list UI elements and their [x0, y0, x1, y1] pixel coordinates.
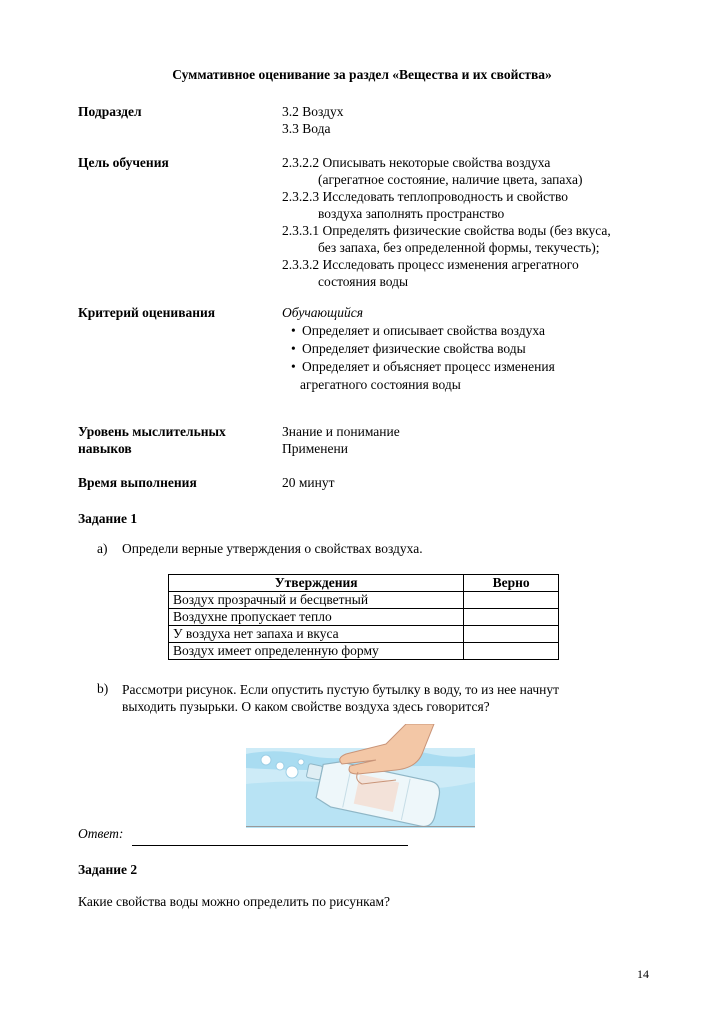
objective-text: 2.3.3.2 Исследовать процесс изменения агрегатного — [282, 257, 579, 272]
answer-cell[interactable] — [464, 626, 559, 643]
criteria-head: Обучающийся — [282, 305, 364, 320]
time-value: 20 минут — [282, 475, 335, 490]
answer-field[interactable] — [132, 844, 408, 846]
bottle-in-water-illustration — [246, 724, 475, 828]
table-header: Утверждения — [169, 575, 464, 592]
page-number: 14 — [637, 967, 649, 981]
task1-a-marker: a) — [97, 541, 108, 556]
illustration-baseline — [246, 826, 475, 827]
thinking-line: Знание и понимание — [282, 424, 400, 439]
criteria-item — [282, 358, 555, 376]
page-title: Суммативное оценивание за раздел «Вещества и их свойства» — [172, 67, 552, 82]
objective-text-cont: (агрегатное состояние, наличие цвета, запаха) — [318, 172, 583, 187]
task1-b-marker: b) — [97, 681, 109, 696]
statement-cell: У воздуха нет запаха и вкуса — [169, 626, 464, 643]
task2-question: Какие свойства воды можно определить по рисункам? — [78, 894, 391, 909]
statement-cell: Воздух имеет определенную форму — [169, 643, 464, 660]
criteria-text: Определяет и объясняет процесс изменения — [302, 359, 555, 374]
task1-a-text: Определи верные утверждения о свойствах воздуха. — [122, 541, 423, 556]
objectives-label: Цель обучения — [78, 155, 169, 170]
thinking-label — [78, 423, 226, 457]
statement-cell: Воздух прозрачный и бесцветный — [169, 592, 464, 609]
objective-text-cont: без запаха, без определенной формы, текучесть); — [318, 240, 600, 255]
table-header-row — [169, 575, 559, 592]
bottle-scene-svg — [246, 724, 475, 828]
bullet-icon: • — [291, 323, 296, 338]
table-row — [169, 626, 559, 643]
criteria-item — [282, 340, 555, 358]
criteria-block — [282, 304, 555, 393]
table-row — [169, 643, 559, 660]
table-row — [169, 609, 559, 626]
bullet-icon: • — [291, 359, 296, 374]
task2-heading: Задание 2 — [78, 862, 138, 877]
objective-text-cont: состояния воды — [318, 274, 409, 289]
answer-cell[interactable] — [464, 609, 559, 626]
task1-heading: Задание 1 — [78, 511, 138, 526]
task1-b-line: Рассмотри рисунок. Если опустить пустую бутылку в воду, то из нее начнут — [122, 682, 559, 697]
task1-b-line: выходить пузырьки. О каком свойстве воздуха здесь говорится? — [122, 699, 490, 714]
table-row — [169, 592, 559, 609]
subsection-label: Подраздел — [78, 104, 142, 119]
thinking-value — [282, 423, 400, 457]
objective-text: 2.3.2.2 Описывать некоторые свойства воздуха — [282, 155, 551, 170]
objective-text: 2.3.3.1 Определять физические свойства воды (без вкуса, — [282, 223, 611, 238]
subsection-value — [282, 103, 343, 137]
objective-text: 2.3.2.3 Исследовать теплопроводность и свойство — [282, 189, 569, 204]
statement-cell: Воздухне пропускает тепло — [169, 609, 464, 626]
objective-item — [282, 256, 611, 290]
thinking-line: Применени — [282, 441, 348, 456]
objective-item — [282, 222, 611, 256]
answer-label: Ответ: — [78, 826, 124, 841]
subsection-line: 3.3 Вода — [282, 121, 331, 136]
objective-item — [282, 188, 611, 222]
answer-cell[interactable] — [464, 643, 559, 660]
thinking-label-line: Уровень мыслительных — [78, 424, 226, 439]
time-label: Время выполнения — [78, 475, 197, 490]
subsection-line: 3.2 Воздух — [282, 104, 344, 119]
criteria-text: Определяет физические свойства воды — [302, 341, 526, 356]
task1-b-text — [122, 681, 559, 715]
criteria-item — [282, 322, 555, 340]
objective-item — [282, 154, 611, 188]
bullet-icon: • — [291, 341, 296, 356]
criteria-text-cont: агрегатного состояния воды — [300, 377, 461, 392]
criteria-text: Определяет и описывает свойства воздуха — [302, 323, 545, 338]
objectives-list — [282, 154, 611, 290]
answer-cell[interactable] — [464, 592, 559, 609]
statements-table — [168, 574, 559, 660]
criteria-label: Критерий оценивания — [78, 305, 216, 320]
table-header: Верно — [464, 575, 559, 592]
thinking-label-line: навыков — [78, 441, 132, 456]
objective-text-cont: воздуха заполнять пространство — [318, 206, 505, 221]
